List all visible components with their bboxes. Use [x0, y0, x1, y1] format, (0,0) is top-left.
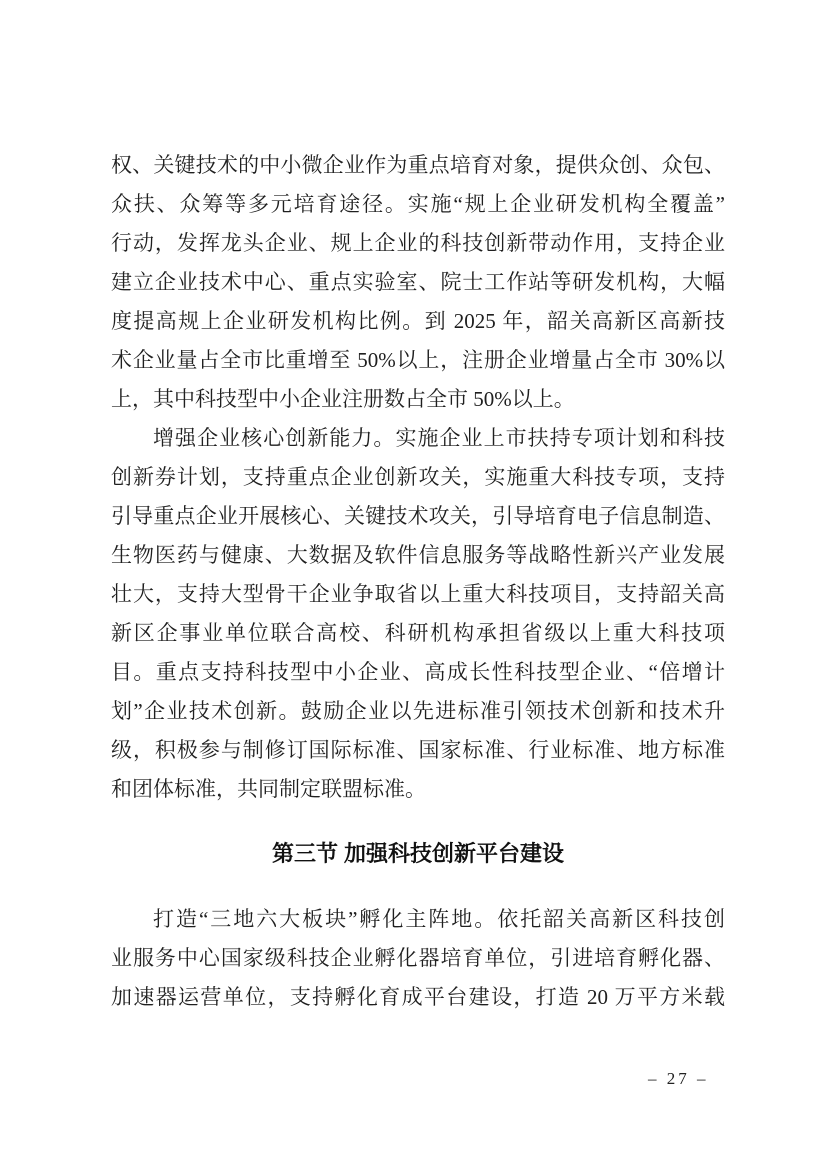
text-line: 目。重点支持科技型中小企业、高成长性科技型企业、“倍增计: [111, 660, 725, 684]
text-line: 术企业量占全市比重增至 50%以上，注册企业增量占全市 30%以: [111, 348, 725, 372]
text-line: 划”企业技术创新。鼓励企业以先进标准引领技术创新和技术升: [111, 699, 725, 723]
text-line: 加速器运营单位，支持孵化育成平台建设，打造 20 万平方米载: [111, 985, 725, 1009]
text-line: 业服务中心国家级科技企业孵化器培育单位，引进培育孵化器、: [111, 946, 725, 970]
text-line: 权、关键技术的中小微企业作为重点培育对象，提供众创、众包、: [111, 153, 725, 177]
section-heading: 第三节 加强科技创新平台建设: [271, 841, 565, 866]
text-line: 度提高规上企业研发机构比例。到 2025 年，韶关高新区高新技: [111, 309, 725, 333]
text-line: 众扶、众筹等多元培育途径。实施“规上企业研发机构全覆盖”: [111, 192, 725, 216]
text-line: 引导重点企业开展核心、关键技术攻关，引导培育电子信息制造、: [111, 504, 725, 528]
text-line: 建立企业技术中心、重点实验室、院士工作站等研发机构，大幅: [111, 270, 725, 294]
text-line: 和团体标准，共同制定联盟标准。: [111, 777, 426, 801]
paragraph-3: [111, 900, 725, 1017]
paragraph-1: [111, 146, 725, 419]
text-line: 行动，发挥龙头企业、规上企业的科技创新带动作用，支持企业: [111, 231, 725, 255]
text-line: 增强企业核心创新能力。实施企业上市扶持专项计划和科技: [153, 426, 725, 450]
paragraph-2: [111, 419, 725, 809]
text-line: 生物医药与健康、大数据及软件信息服务等战略性新兴产业发展: [111, 543, 725, 567]
text-line: 打造“三地六大板块”孵化主阵地。依托韶关高新区科技创: [153, 907, 725, 931]
text-line: 级，积极参与制修订国际标准、国家标准、行业标准、地方标准: [111, 738, 725, 762]
page-number: – 27 –: [648, 1069, 709, 1088]
text-line: 创新券计划，支持重点企业创新攻关，实施重大科技专项，支持: [111, 465, 725, 489]
text-line: 上，其中科技型中小企业注册数占全市 50%以上。: [111, 387, 575, 411]
text-line: 新区企事业单位联合高校、科研机构承担省级以上重大科技项: [111, 621, 725, 645]
page-content: [111, 146, 725, 1017]
text-line: 壮大，支持大型骨干企业争取省以上重大科技项目，支持韶关高: [111, 582, 725, 606]
